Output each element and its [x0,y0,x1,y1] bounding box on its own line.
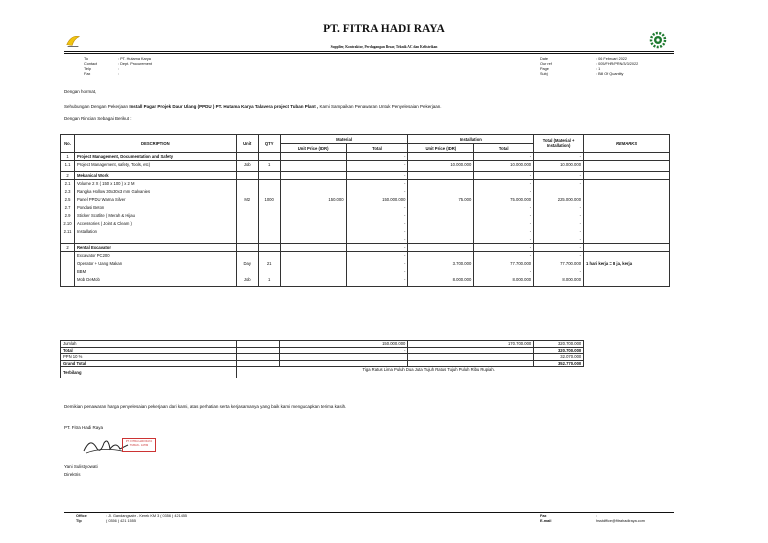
col-material-unit-price: Unit Price (IDR) [280,144,346,153]
cell-unit [236,228,258,236]
cell-mu [280,212,346,220]
cell-unit [236,153,258,161]
cell-no [61,252,75,260]
cell-mu [280,204,346,212]
cell-qty [258,236,280,244]
cell-desc: Pondasi Beton [74,204,236,212]
cell-iu: 8.000.000 [408,276,474,284]
cell-no: 2.11 [61,228,75,236]
section-header-row [61,244,670,252]
detail-line: Dengan Rincian Sebagai Berikut : [64,116,132,121]
cell-desc: Panel PPDU Warna Silver [74,196,236,204]
cell-unit [236,212,258,220]
table-row [61,161,670,169]
footer-contact-right: Fax : E-mail hsstdffice@fitrahadiraya.com [540,514,645,523]
col-material-total: Total [346,144,408,153]
cell-iu: 3.700.000 [408,260,474,268]
cell-it: - [474,244,534,252]
cell-mt: - [346,172,408,180]
cell-rm [584,220,670,228]
col-no: No. [61,135,75,153]
cell-gt: - [534,228,584,236]
cell-no [61,236,75,244]
cell-mt: - [346,252,408,260]
cell-qty [258,252,280,260]
cell-gt: 225.000.000 [534,196,584,204]
cell-it: - [474,228,534,236]
table-row [61,260,670,268]
cell-gt [534,188,584,196]
intro-paragraph: Sehubungan Dengan Pekerjaan Install Pagar Projek Daur Ulang (PPDU ) PT. Hutama Karya Talavera project Tuban Plant , Kami Sampaikan Penawaran Untuk Penyelesaian Pekerjaan. [64,104,442,109]
cell-iu: 75.000 [408,196,474,204]
cell-mt: - [346,260,408,268]
cell-no: 2.5 [61,196,75,204]
cell-it: - [474,204,534,212]
cell-it: - [474,180,534,188]
cell-mt: - [346,268,408,276]
cell-mt: - [346,153,408,161]
cell-iu [408,220,474,228]
cell-qty: 1 [258,161,280,169]
table-row [61,204,670,212]
cell-mt: - [346,228,408,236]
cell-gt: - [534,268,584,276]
cell-gt: - [534,236,584,244]
cell-rm [584,236,670,244]
cell-gt: - [534,204,584,212]
cell-no [61,260,75,268]
cell-unit [236,172,258,180]
cell-gt: - [534,153,584,161]
table-row [61,212,670,220]
cell-unit [236,244,258,252]
cell-unit [236,252,258,260]
cell-mu [280,228,346,236]
cell-it: 75.000.000 [474,196,534,204]
cell-unit [236,236,258,244]
cell-qty: 21 [258,260,280,268]
cell-iu [408,153,474,161]
table-row [61,196,670,204]
cell-gt: - [534,172,584,180]
cell-mt: - [346,212,408,220]
table-row [61,220,670,228]
cell-qty [258,204,280,212]
cell-unit [236,220,258,228]
cell-rm [584,188,670,196]
cell-it: - [474,212,534,220]
cell-desc: Mob DeMob [74,276,236,284]
cell-qty [258,212,280,220]
cell-no [61,268,75,276]
closing-paragraph: Demikian penawaran harga penyelesaian pekerjaan dari kami, atas perhatian serta kerjasamanya yang baik kami mengucapkan terima kasih. [64,404,347,409]
cell-qty: 1000 [258,196,280,204]
cell-gt: - [534,212,584,220]
cell-iu: 10.000.000 [408,161,474,169]
cell-mu [280,188,346,196]
cell-qty [258,220,280,228]
cell-gt: 8.000.000 [534,276,584,284]
cell-it: - [474,172,534,180]
gear-emblem-icon [648,30,668,50]
cell-it: - [474,153,534,161]
cell-iu [408,212,474,220]
table-row [61,236,670,244]
cell-desc [74,236,236,244]
cell-rm [584,212,670,220]
cell-gt: 10.000.000 [534,161,584,169]
cell-qty: 1 [258,276,280,284]
table-row [61,268,670,276]
cell-no: 2.7 [61,204,75,212]
cell-mu: 150.000 [280,196,346,204]
col-installation-total: Total [474,144,534,153]
signatory-name: Yani Sulistyowati [64,464,98,469]
cell-mu [280,220,346,228]
cell-mt: 150.000.000 [346,196,408,204]
cell-desc: Rangka Hollow 30x30x3 mm Galvanies [74,188,236,196]
summary-row-jumlah: Jumlah 150.000.000 170.700.000 320.700.000 [61,341,670,348]
company-stamp: PT. FITRA HADI RAYA TUBAN - JATIM [122,438,156,452]
cell-mt: - [346,180,408,188]
table-row [61,228,670,236]
col-material: Material [280,135,408,144]
footer-divider [64,512,674,513]
cell-no: 1 [61,153,75,161]
cell-it: - [474,268,534,276]
cell-rm [584,276,670,284]
cell-it: 8.000.000 [474,276,534,284]
cell-qty [258,228,280,236]
cell-it: - [474,236,534,244]
cell-iu [408,204,474,212]
cell-no [61,276,75,284]
cell-qty [258,180,280,188]
cell-unit: Job [236,276,258,284]
col-qty: QTY [258,135,280,153]
cell-qty [258,153,280,161]
cell-rm [584,161,670,169]
cell-rm [584,196,670,204]
cell-it: - [474,252,534,260]
cell-mu [280,260,346,268]
cell-iu [408,188,474,196]
cell-desc: Excavator PC200 [74,252,236,260]
company-tagline: Supplier, Kontraktor, Perdagangan Besar, Teknik AC dan Kelistrikan [330,45,438,49]
cell-unit [236,180,258,188]
cell-mt: - [346,244,408,252]
bill-of-quantity-table [60,134,670,287]
cell-gt: - [534,244,584,252]
section-header-row [61,172,670,180]
cell-unit [236,188,258,196]
cell-no: 2.9 [61,212,75,220]
summary-row-ppn: PPN 10 % 32.070.000 [61,354,670,361]
col-installation-unit-price: Unit Price (IDR) [408,144,474,153]
cell-rm [584,228,670,236]
cell-mu [280,244,346,252]
col-installation: Installation [408,135,534,144]
cell-desc: Project Management, Documentation and Safety [74,153,236,161]
cell-rm: 1 hari kerja = 8 ja, kerja [584,260,670,268]
summary-row-grand-total: Grand Total 352.770.000 [61,360,670,367]
table-row [61,252,670,260]
cell-gt: - [534,220,584,228]
cell-desc: Project Management, safety, Tools, etc) [74,161,236,169]
cell-rm [584,244,670,252]
cell-rm [584,268,670,276]
summary-row-terbilang: Terbilang Tiga Ratus Lima Puluh Dua Juta Tujuh Ratus Tujuh Puluh Ribu Rupiah. [61,367,670,378]
cell-mu [280,180,346,188]
cell-desc: Rental Excavator [74,244,236,252]
cell-iu [408,244,474,252]
summary-table [60,340,670,378]
cell-mu [280,252,346,260]
section-header-row [61,153,670,161]
amount-in-words: Tiga Ratus Lima Puluh Dua Juta Tujuh Ratus Tujuh Puluh Ribu Rupiah. [362,367,495,372]
cell-no: 2.3 [61,188,75,196]
cell-desc: Operator + Uang Makan [74,260,236,268]
cell-desc: Sticker Scotlite ( Merah & Hijau [74,212,236,220]
document-info-block: Date : 06 Februari 2022 Our ref : 005/FHR/PRN/3/3/2022 Page : 1 Subj : Bill Of Quantity [540,57,639,76]
footer-contact-left: Office : Jl. Gandangsabr - Kerek KM 3 ( 0356 ) 421455 Tlp ( 0356 ) 421 1555 [76,514,188,523]
cell-qty [258,172,280,180]
greeting: Dengan hormat, [64,89,97,94]
col-remarks: REMARKS [584,135,670,153]
cell-iu [408,236,474,244]
cell-rm [584,252,670,260]
cell-gt: - [534,180,584,188]
cell-rm [584,180,670,188]
recipient-block: To : PT. Hutama Karya Contact : Dept. Procurement Telp : Fax : [84,57,152,76]
cell-iu [408,268,474,276]
cell-mu [280,236,346,244]
cell-gt: - [534,252,584,260]
cell-mu [280,172,346,180]
cell-mu [280,276,346,284]
cell-unit [236,204,258,212]
cell-desc: Accessories ( Joint & Cleam ) [74,220,236,228]
cell-desc: BBM [74,268,236,276]
summary-row-total: Total - 320.700.000 [61,347,670,354]
cell-mu [280,153,346,161]
cell-rm [584,204,670,212]
table-row [61,180,670,188]
cell-mu [280,268,346,276]
cell-iu [408,252,474,260]
cell-mt: - [346,276,408,284]
cell-unit [236,268,258,276]
cell-mt: - [346,188,408,196]
cell-unit: Job [236,161,258,169]
company-name: PT. FITRA HADI RAYA [323,23,445,35]
cell-mt: - [346,204,408,212]
cell-unit: Day [236,260,258,268]
cell-qty [258,244,280,252]
cell-iu [408,172,474,180]
cell-it: 77.700.000 [474,260,534,268]
cell-desc: Installation [74,228,236,236]
cell-it: - [474,188,534,196]
cell-desc: Mekanical Work [74,172,236,180]
cell-iu [408,180,474,188]
cell-qty [258,188,280,196]
table-row [61,276,670,284]
cell-no: 1.1 [61,161,75,169]
col-description: DESCRIPTION [74,135,236,153]
cell-mt: - [346,220,408,228]
signatory-company: PT. Fitra Hadi Raya [64,425,104,430]
cell-mu [280,161,346,169]
cell-it: 10.000.000 [474,161,534,169]
cell-gt: 77.700.000 [534,260,584,268]
signatory-title: Direktris [64,472,81,477]
cell-rm [584,172,670,180]
cell-rm [584,153,670,161]
cell-iu [408,228,474,236]
cell-no: 2.1 [61,180,75,188]
cell-unit: M2 [236,196,258,204]
cell-mt: - [346,161,408,169]
cell-it: - [474,220,534,228]
header-divider-thin [64,53,674,54]
cell-mt: - [346,236,408,244]
header-divider [64,51,674,52]
cell-desc: Volume 2 X ( 150 x 100 ) x 2 M [74,180,236,188]
table-row [61,284,670,287]
cell-no: 2 [61,244,75,252]
col-unit: Unit [236,135,258,153]
cell-no: 2.10 [61,220,75,228]
cell-no: 2 [61,172,75,180]
cell-qty [258,268,280,276]
col-grand-total: Total (Material + Installation) [534,135,584,153]
table-row [61,188,670,196]
